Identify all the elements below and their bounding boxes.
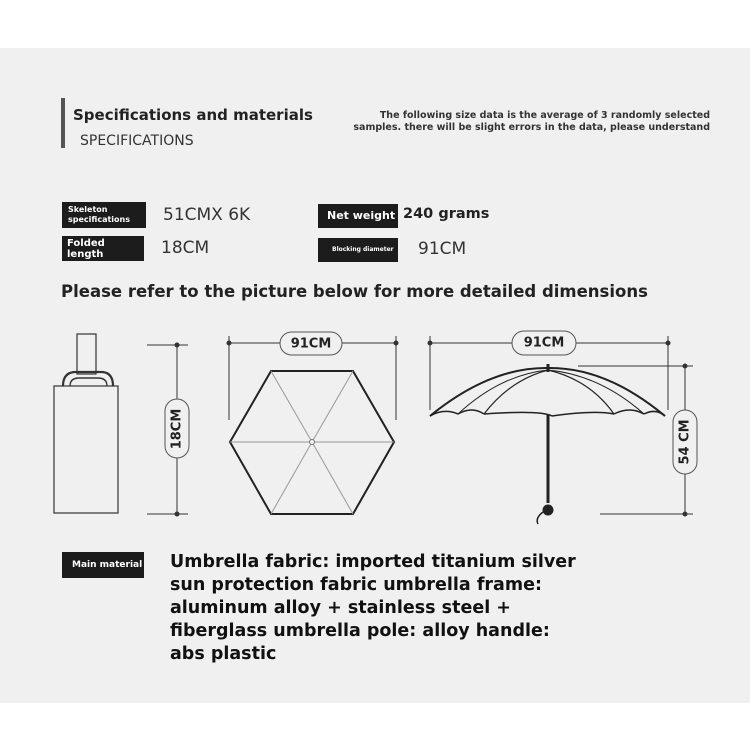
side-width-label: 91CM (523, 335, 565, 351)
material-line-2: sun protection fabric umbrella frame: (170, 575, 542, 595)
blocking-diameter-label-tag: Blocking diameter (318, 238, 398, 262)
dimensions-heading: Please refer to the picture below for more detailed dimensions (61, 282, 648, 301)
skeleton-value: 51CMX 6K (163, 205, 251, 225)
folded-label-line-1: Folded (67, 238, 105, 249)
net-weight-label-tag: Net weight (318, 204, 398, 228)
top-width-label: 91CM (290, 336, 332, 352)
section-title: Specifications and materials (73, 106, 313, 124)
net-weight-value: 240 grams (403, 206, 490, 222)
skeleton-label-line-1: Skeleton (68, 205, 108, 214)
folded-length-value: 18CM (161, 238, 210, 258)
blocking-diameter-value: 91CM (418, 239, 467, 259)
main-material-description (170, 551, 590, 666)
open-height-label: 54 CM (677, 419, 693, 465)
skeleton-label-line-2: specifications (68, 214, 130, 224)
size-disclaimer-line-2: samples. there will be slight errors in the data, please understand (353, 122, 710, 133)
material-line-4: fiberglass umbrella pole: alloy handle: (170, 621, 550, 641)
main-material-label-tag: Main material (62, 552, 144, 578)
material-line-3: aluminum alloy + stainless steel + (170, 598, 511, 618)
material-line-1: Umbrella fabric: imported titanium silver (170, 552, 576, 572)
folded-height-label: 18CM (169, 408, 185, 450)
section-subtitle: SPECIFICATIONS (80, 133, 194, 149)
material-line-5: abs plastic (170, 644, 277, 664)
canopy-top-view-icon (230, 371, 394, 514)
open-umbrella-side-view-icon (430, 364, 665, 524)
folded-umbrella-icon (54, 334, 118, 513)
folded-label-line-2: length (67, 249, 104, 260)
size-disclaimer-line-1: The following size data is the average of 3 randomly selected (379, 110, 710, 121)
